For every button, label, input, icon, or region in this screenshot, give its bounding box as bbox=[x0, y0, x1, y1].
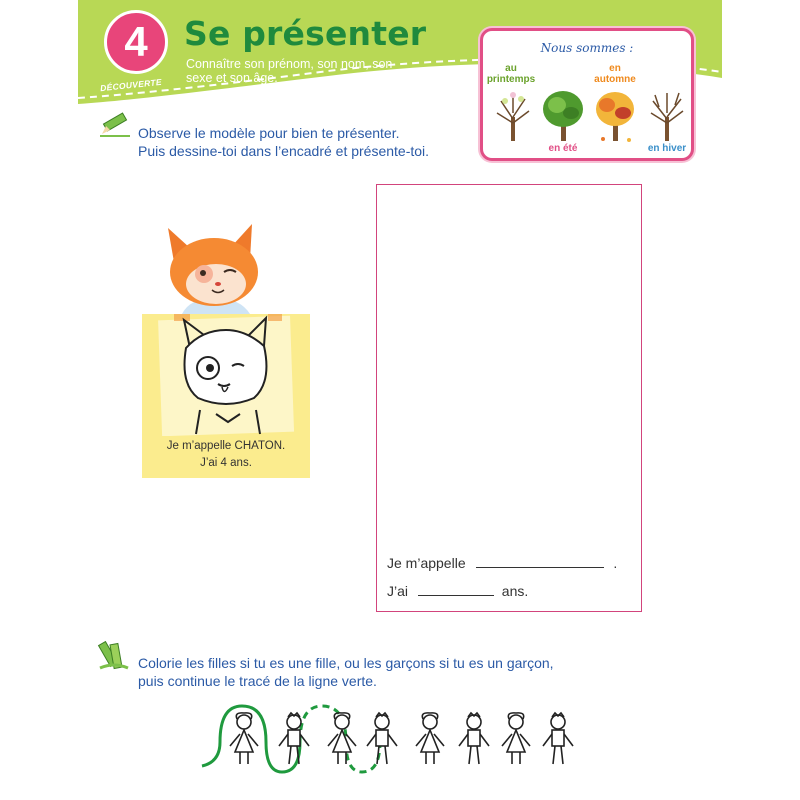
model-card bbox=[142, 314, 310, 478]
cat-drawing-illustration bbox=[156, 314, 296, 436]
seasons-title: Nous sommes : bbox=[540, 41, 634, 55]
section-label: DÉCOUVERTE bbox=[99, 76, 163, 94]
model-caption-name: Je m’appelle CHATON. bbox=[166, 440, 286, 452]
summer-tree-icon bbox=[543, 91, 583, 141]
name-prompt: Je m’appelle bbox=[387, 555, 466, 571]
name-blank[interactable] bbox=[476, 567, 604, 568]
seasons-box bbox=[480, 28, 694, 161]
age-prompt: J’ai bbox=[387, 583, 409, 599]
boy-figure[interactable] bbox=[459, 713, 489, 764]
boy-figure[interactable] bbox=[279, 713, 309, 764]
lesson-subtitle: Connaître son prénom, son nom, son sexe et son âge. bbox=[186, 57, 393, 85]
self-portrait-frame[interactable] bbox=[376, 184, 642, 612]
age-end: ans. bbox=[501, 583, 529, 599]
age-line bbox=[387, 583, 528, 599]
girl-figure[interactable] bbox=[230, 713, 258, 764]
season-label-winter: en hiver bbox=[647, 143, 687, 154]
season-label-spring: au printemps bbox=[486, 63, 536, 85]
autumn-tree-icon bbox=[596, 92, 634, 142]
spring-tree-icon bbox=[497, 92, 529, 141]
boy-figure[interactable] bbox=[367, 713, 397, 764]
exercise1-instruction-line2: Puis dessine-toi dans l’encadré et présente-toi. bbox=[138, 143, 430, 159]
winter-tree-icon bbox=[651, 93, 683, 141]
name-line bbox=[387, 555, 617, 571]
crayons-icon bbox=[96, 638, 132, 672]
girl-figure[interactable] bbox=[416, 713, 444, 764]
girl-figure[interactable] bbox=[328, 713, 356, 764]
exercise2-instruction-line1: Colorie les filles si tu es une fille, ou les garçons si tu es un garçon, bbox=[138, 655, 554, 671]
figures-row bbox=[196, 692, 586, 782]
name-end: . bbox=[613, 555, 618, 571]
cat-mascot-illustration bbox=[160, 218, 270, 318]
lesson-number-badge: 4 bbox=[104, 10, 168, 74]
girl-figure[interactable] bbox=[502, 713, 530, 764]
figures-group bbox=[230, 713, 573, 764]
season-label-summer: en été bbox=[548, 143, 578, 154]
age-blank[interactable] bbox=[418, 595, 494, 596]
exercise2-instruction-line2: puis continue le tracé de la ligne verte. bbox=[138, 673, 377, 689]
boy-figure[interactable] bbox=[543, 713, 573, 764]
model-caption-age: J’ai 4 ans. bbox=[200, 457, 252, 469]
season-trees-illustration bbox=[487, 87, 691, 143]
lesson-title: Se présenter bbox=[184, 14, 427, 53]
exercise1-instruction-line1: Observe le modèle pour bien te présenter. bbox=[138, 125, 400, 141]
pencil-icon bbox=[100, 108, 132, 138]
season-label-autumn: en automne bbox=[594, 63, 636, 85]
